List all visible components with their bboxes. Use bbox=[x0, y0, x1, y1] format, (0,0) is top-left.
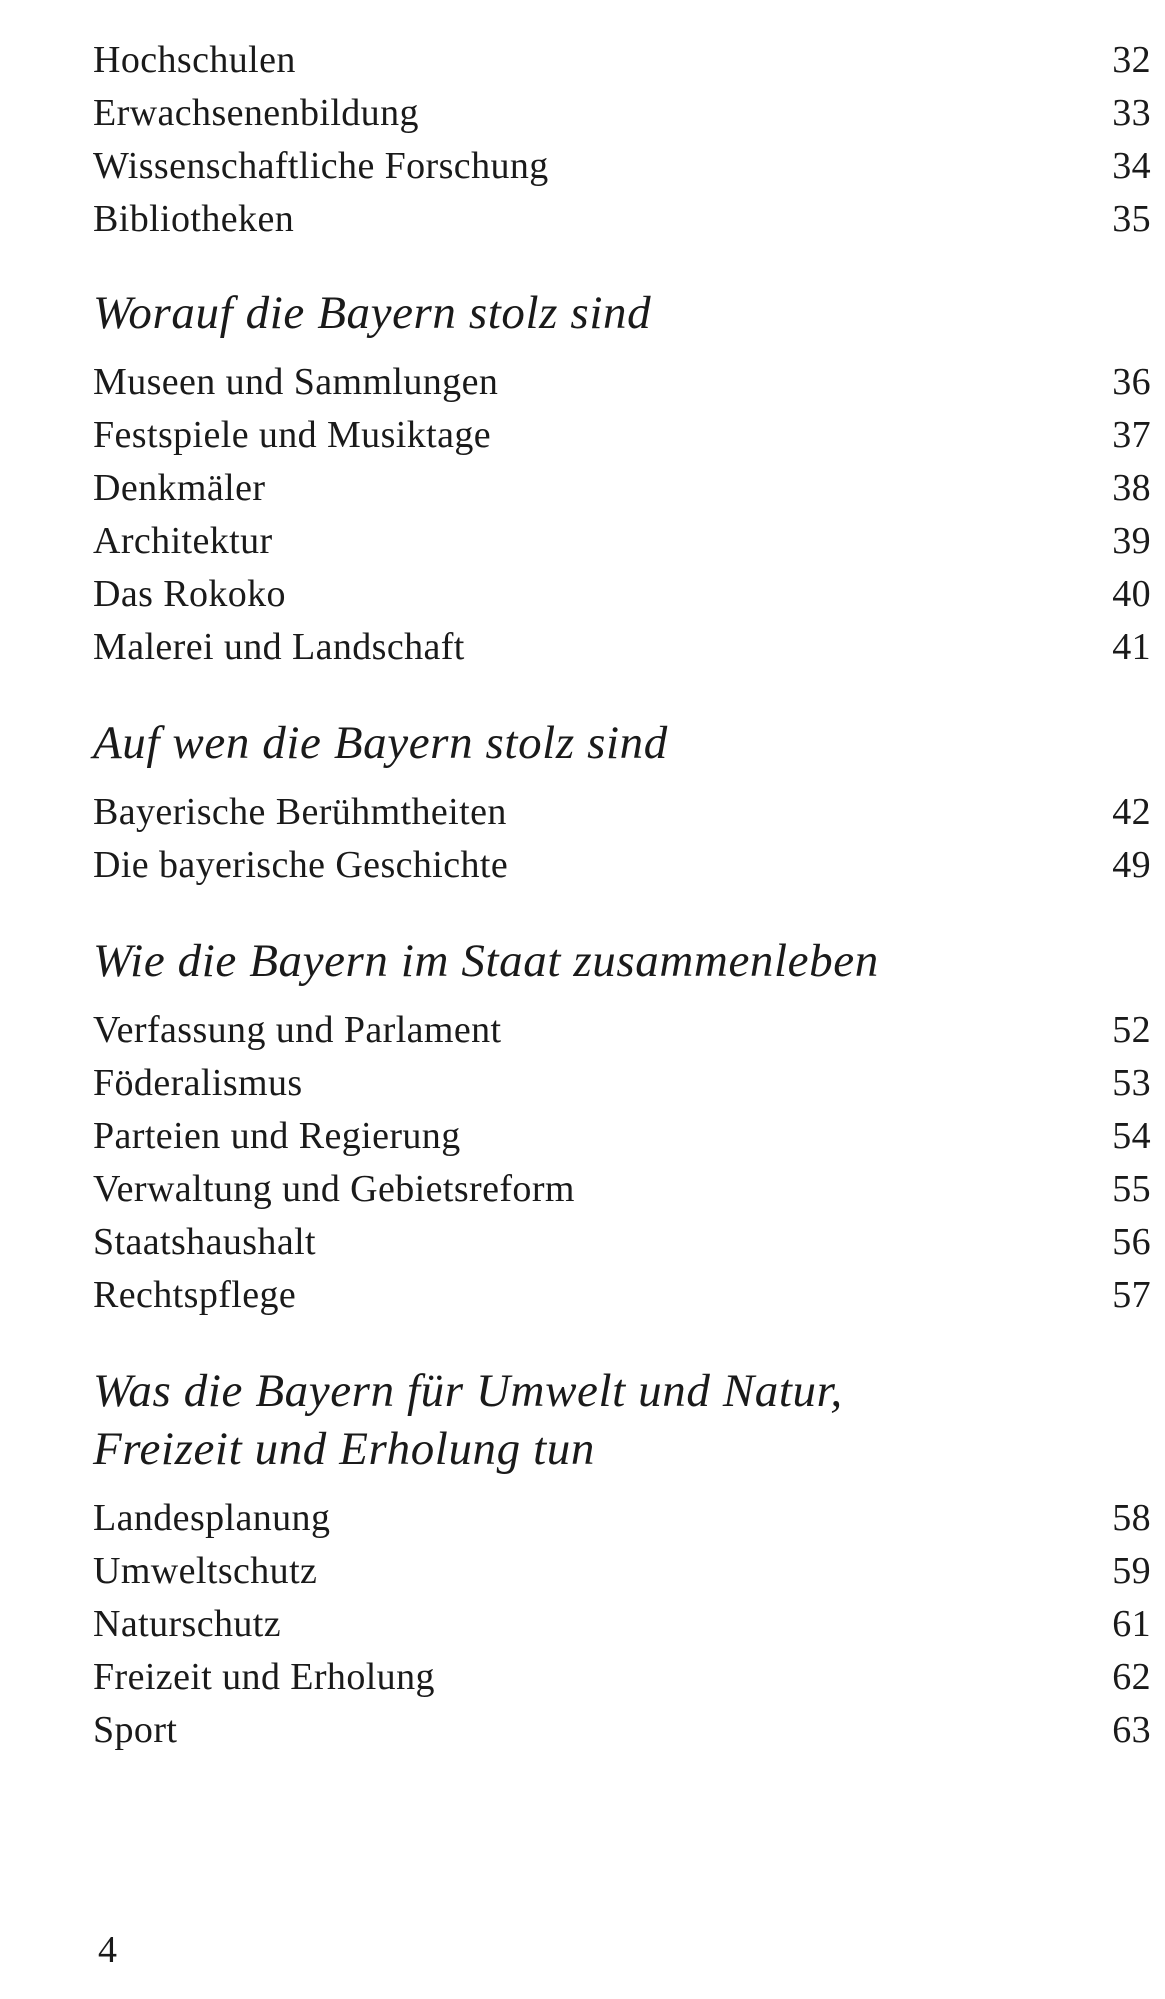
toc-entry-page-number: 58 bbox=[1112, 1497, 1151, 1539]
toc-entry-list bbox=[93, 1492, 1151, 1757]
toc-entry-title: Die bayerische Geschichte bbox=[93, 844, 509, 886]
toc-entry bbox=[93, 786, 1151, 839]
toc-entry-title: Bibliotheken bbox=[93, 198, 295, 240]
toc-entry bbox=[93, 409, 1151, 462]
toc-entry-title: Parteien und Regierung bbox=[93, 1115, 461, 1157]
toc-entry bbox=[93, 515, 1151, 568]
toc-entry bbox=[93, 462, 1151, 515]
toc-entry-page-number: 32 bbox=[1112, 39, 1151, 81]
toc-entry-title: Bayerische Berühmtheiten bbox=[93, 791, 507, 833]
section-heading bbox=[93, 284, 1151, 342]
toc-entry-title: Verfassung und Parlament bbox=[93, 1009, 502, 1051]
toc-entry bbox=[93, 1057, 1151, 1110]
toc-entry-page-number: 53 bbox=[1112, 1062, 1151, 1104]
toc-entry bbox=[93, 621, 1151, 674]
toc-entry bbox=[93, 1598, 1151, 1651]
toc-entry-page-number: 61 bbox=[1112, 1603, 1151, 1645]
toc-entry-title: Staatshaushalt bbox=[93, 1221, 317, 1263]
toc-entry-page-number: 63 bbox=[1112, 1709, 1151, 1751]
toc-entry-title: Das Rokoko bbox=[93, 573, 286, 615]
toc-entry-title: Architektur bbox=[93, 520, 273, 562]
toc-entry-page-number: 57 bbox=[1112, 1274, 1151, 1316]
toc-entry bbox=[93, 87, 1151, 140]
toc-entry-list bbox=[93, 34, 1151, 246]
section-heading bbox=[93, 1362, 1151, 1478]
toc-entry bbox=[93, 140, 1151, 193]
toc-entry-title: Sport bbox=[93, 1709, 178, 1751]
section-heading-line: Was die Bayern für Umwelt und Natur, bbox=[93, 1365, 843, 1417]
toc-entry-page-number: 40 bbox=[1112, 573, 1151, 615]
toc-entry bbox=[93, 1004, 1151, 1057]
toc-entry-page-number: 62 bbox=[1112, 1656, 1151, 1698]
toc-entry-page-number: 52 bbox=[1112, 1009, 1151, 1051]
toc-entry bbox=[93, 1545, 1151, 1598]
toc-entry bbox=[93, 1163, 1151, 1216]
toc-entry-page-number: 36 bbox=[1112, 361, 1151, 403]
toc-entry-page-number: 55 bbox=[1112, 1168, 1151, 1210]
toc-entry-page-number: 38 bbox=[1112, 467, 1151, 509]
toc-entry-title: Malerei und Landschaft bbox=[93, 626, 465, 668]
toc-entry-list bbox=[93, 786, 1151, 892]
toc-entry-title: Landesplanung bbox=[93, 1497, 331, 1539]
toc-entry-page-number: 35 bbox=[1112, 198, 1151, 240]
toc-entry bbox=[93, 839, 1151, 892]
toc-entry-title: Hochschulen bbox=[93, 39, 296, 81]
toc-entry-title: Umweltschutz bbox=[93, 1550, 318, 1592]
toc-entry-page-number: 59 bbox=[1112, 1550, 1151, 1592]
section-heading-line: Auf wen die Bayern stolz sind bbox=[93, 717, 668, 769]
toc-entry bbox=[93, 568, 1151, 621]
page-number: 4 bbox=[98, 1929, 117, 1971]
toc-entry-title: Wissenschaftliche Forschung bbox=[93, 145, 549, 187]
toc-entry-page-number: 41 bbox=[1112, 626, 1151, 668]
toc-entry-page-number: 54 bbox=[1112, 1115, 1151, 1157]
toc-entry-list bbox=[93, 1004, 1151, 1322]
toc-entry-title: Naturschutz bbox=[93, 1603, 281, 1645]
toc-entry bbox=[93, 34, 1151, 87]
toc-entry bbox=[93, 1110, 1151, 1163]
section-heading-line: Freizeit und Erholung tun bbox=[93, 1423, 595, 1475]
toc-entry bbox=[93, 1704, 1151, 1757]
section-heading-line: Wie die Bayern im Staat zusammenleben bbox=[93, 935, 879, 987]
toc-entry bbox=[93, 1651, 1151, 1704]
toc-entry-page-number: 37 bbox=[1112, 414, 1151, 456]
toc-entry bbox=[93, 1269, 1151, 1322]
section-heading-line: Worauf die Bayern stolz sind bbox=[93, 287, 652, 339]
toc-entry bbox=[93, 193, 1151, 246]
toc-entry-title: Föderalismus bbox=[93, 1062, 303, 1104]
toc-entry bbox=[93, 1492, 1151, 1545]
toc-entry-page-number: 49 bbox=[1112, 844, 1151, 886]
toc-entry-title: Rechtspflege bbox=[93, 1274, 297, 1316]
toc-entry bbox=[93, 356, 1151, 409]
section-heading bbox=[93, 714, 1151, 772]
toc-entry-page-number: 34 bbox=[1112, 145, 1151, 187]
toc-entry-page-number: 42 bbox=[1112, 791, 1151, 833]
toc-entry-title: Museen und Sammlungen bbox=[93, 361, 499, 403]
toc-entry-title: Denkmäler bbox=[93, 467, 266, 509]
toc-entry-page-number: 56 bbox=[1112, 1221, 1151, 1263]
toc-entry-page-number: 33 bbox=[1112, 92, 1151, 134]
toc-entry-page-number: 39 bbox=[1112, 520, 1151, 562]
toc-entry-title: Festspiele und Musiktage bbox=[93, 414, 492, 456]
section-heading bbox=[93, 932, 1151, 990]
toc-entry-title: Freizeit und Erholung bbox=[93, 1656, 435, 1698]
toc-entry bbox=[93, 1216, 1151, 1269]
toc-entry-title: Erwachsenenbildung bbox=[93, 92, 419, 134]
toc-entry-title: Verwaltung und Gebietsreform bbox=[93, 1168, 575, 1210]
table-of-contents bbox=[93, 34, 1151, 1757]
toc-entry-list bbox=[93, 356, 1151, 674]
